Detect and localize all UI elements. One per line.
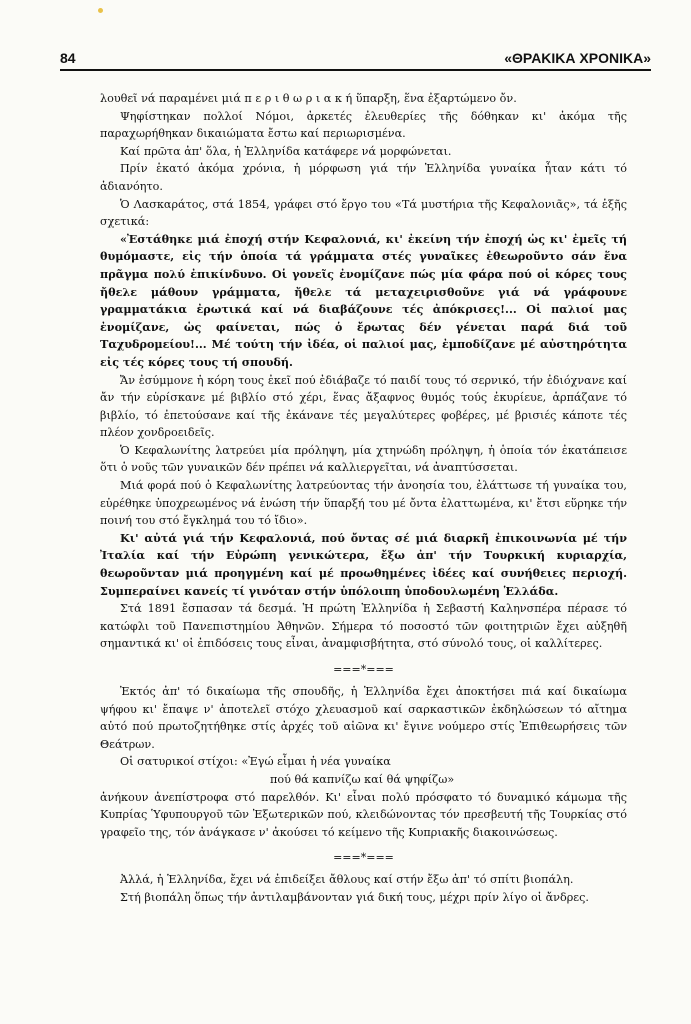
paragraph: Ἀλλά, ἡ Ἑλληνίδα, ἔχει νά ἐπιδείξει ἄθλους καί στήν ἔξω ἀπ' τό σπίτι βιοπάλη. (120, 873, 574, 887)
verse-quote (100, 753, 627, 788)
paragraph: Στή βιοπάλη ὅπως τήν ἀντιλαμβάνονταν γιά δική τους, μέχρι πρίν λίγο οἱ ἄνδρες. (120, 890, 589, 904)
paragraph: Ὁ Λασκαράτος, στά 1854, γράφει στό ἔργο του «Τά μυστήρια τῆς Κεφαλονιᾶς», τά ἑξῆς σχετικά: (100, 197, 627, 229)
paragraph: ἀνήκουν ἀνεπίστροφα στό παρελθόν. Κι' εἶναι πολύ πρόσφατο τό δυναμικό κάμωμα τῆς Κυπρίας Ὑφυπουργοῦ τῶν Ἐξωτερικῶν πού, κλειδώνοντας τόν πρεσβευτή τῆς Τουρκίας στό γραφεῖο της, τόν ἀνάγκασε ν' ἀκούσει τό κείμενο τῆς Κυπριακῆς διακοινώσεως. (100, 790, 627, 839)
page-header (60, 50, 651, 66)
header-rule (60, 69, 651, 71)
quote-paragraph: Ἄν ἐσύμμονε ἡ κόρη τους ἐκεῖ πού ἐδιάβαζε τό παιδί τους τό σερνικό, τήν ἐδιόχνανε καί ἄν τήν εὑρίσκανε μέ βιβλίο στό χέρι, ἕνας ἄξαφνος θυμός τούς ἐκυρίευε, ἁρπάζανε τό βιβλίο, τό ἐπετούσανε καί τῆς ἐκάνανε τές μεγαλύτερες φοβέρες, μέ βρισιές κάποτε τές πλέον χονδροειδεῖς. (100, 373, 627, 440)
quote-paragraph: Ὁ Κεφαλωνίτης λατρεύει μία πρόληψη, μία χτηνώδη πρόληψη, ἡ ὁποία τόν ἐκατάπεισε ὅτι ὁ νοῦς τῶν γυναικῶν δέν πρέπει νά καλλιεργεῖται, νά ἀναπτύσσεται. (100, 443, 627, 475)
quote-paragraph: «Ἐστάθηκε μιά ἐποχή στήν Κεφαλονιά, κι' ἐκείνη τήν ἐποχή ὡς κι' ἐμεῖς τή θυμόμαστε, εἰς τήν ὁποία τά γράμματα στές γυναῖκες ἐθεωροῦντο σάν ἕνα πρᾶγμα πολύ ἐπικίνδυνο. Οἱ γονεῖς ἐνομίζανε πώς μία φάρα πού οἱ κόρες τους ἤθελε μάθουν γράμματα, ἤθελε τά μεταχειρισθοῦνε γιά νά γράφουνε γραμματάκια ἐρωτικά καί νά διαβάζουνε τές ἀπόκρισες!... Οἱ παλιοί μας ἐνομίζανε, ὡς φαίνεται, πώς ὁ ἔρωτας δέν γένεται παρά διά τοῦ Ταχυδρομείου!... Μέ τούτη τήν ἰδέα, οἱ παλιοί μας, ἐμποδίζανε μέ αὐστηρότητα εἰς τές κόρες τους τή σπουδή. (100, 231, 627, 369)
article-body (100, 90, 627, 907)
paragraph: λουθεῖ νά παραμένει μιά π ε ρ ι θ ω ρ ι α κ ή ὕπαρξη, ἕνα ἐξαρτώμενο ὄν. (100, 92, 517, 105)
section-separator: ===*=== (333, 663, 394, 676)
paragraph: Ἐκτός ἀπ' τό δικαίωμα τῆς σπουδῆς, ἡ Ἑλληνίδα ἔχει ἀποκτήσει πιά καί δικαίωμα ψήφου κι' ἔπαψε ν' ἀποτελεῖ στόχο χλευασμοῦ καί σαρκαστικῶν ἐκδηλώσεων τό αἴτημα αὐτό πού πρωτοζητήθηκε στίς ἀρχές τοῦ αἰῶνα κι' ἔγινε νούμερο στίς Ἐπιθεωρήσεις τῶν Θεάτρων. (100, 685, 627, 751)
paragraph: Στά 1891 ἔσπασαν τά δεσμά. Ἡ πρώτη Ἑλληνίδα ἡ Σεβαστή Καληνσπέρα πέρασε τό κατώφλι τοῦ Πανεπιστημίου Ἀθηνῶν. Σήμερα τό ποσοστό τῶν φοιτητριῶν ἔχει αὐξηθῆ σημαντικά κι' οἱ ἐπιδόσεις τους εἶναι, ἀναμφισβήτητα, στό σύνολό τους, οἱ καλλίτερες. (100, 602, 627, 651)
verse-line: Οἱ σατυρικοί στίχοι: «Ἐγώ εἶμαι ἡ νέα γυναίκα (120, 755, 391, 769)
verse-line: πού θά καπνίζω καί θά ψηφίζω» (270, 772, 455, 786)
paragraph: Κι' αὐτά γιά τήν Κεφαλονιά, πού ὄντας σέ μιά διαρκῆ ἐπικοινωνία μέ τήν Ἰταλία καί τήν Εὐρώπη γενικώτερα, ἔξω ἀπ' τήν Τουρκική κυριαρχία, θεωροῦνταν μιά προηγμένη καί μέ προωθημένες ἰδέες καί συνήθειες περιοχή. Συμπεραίνει κανείς τί γινόταν στήν ὑπόλοιπη ὑποδουλωμένη Ἑλλάδα. (100, 530, 627, 598)
journal-title: «ΘΡΑΚΙΚΑ ΧΡΟΝΙΚΑ» (504, 50, 651, 66)
quote-paragraph: Μιά φορά πού ὁ Κεφαλωνίτης λατρεύοντας τήν ἀνοησία του, ἐλάττωσε τή γυναίκα του, εὑρέθηκε ὑποχρεωμένος νά ἑνώση τήν ὕπαρξή του μέ ὄντα ἐλαττωμένα, κι' ἔτσι εὕρηκε τήν ποινή του στό ἔγκλημά του τό ἴδιο». (100, 479, 627, 528)
paragraph: Καί πρῶτα ἀπ' ὅλα, ἡ Ἑλληνίδα κατάφερε νά μορφώνεται. (120, 144, 452, 158)
page-number: 84 (60, 50, 76, 66)
section-separator: ===*=== (333, 851, 394, 865)
ink-spot (98, 8, 103, 13)
paragraph: Πρίν ἑκατό ἀκόμα χρόνια, ἡ μόρφωση γιά τήν Ἑλληνίδα γυναίκα ἦταν κάτι τό ἀδιανόητο. (100, 162, 627, 193)
paragraph: Ψηφίστηκαν πολλοί Νόμοι, ἀρκετές ἐλευθερίες τῆς δόθηκαν κι' ἀκόμα τῆς παραχωρήθηκαν δικαιώματα ἔστω καί περιωρισμένα. (100, 109, 627, 141)
